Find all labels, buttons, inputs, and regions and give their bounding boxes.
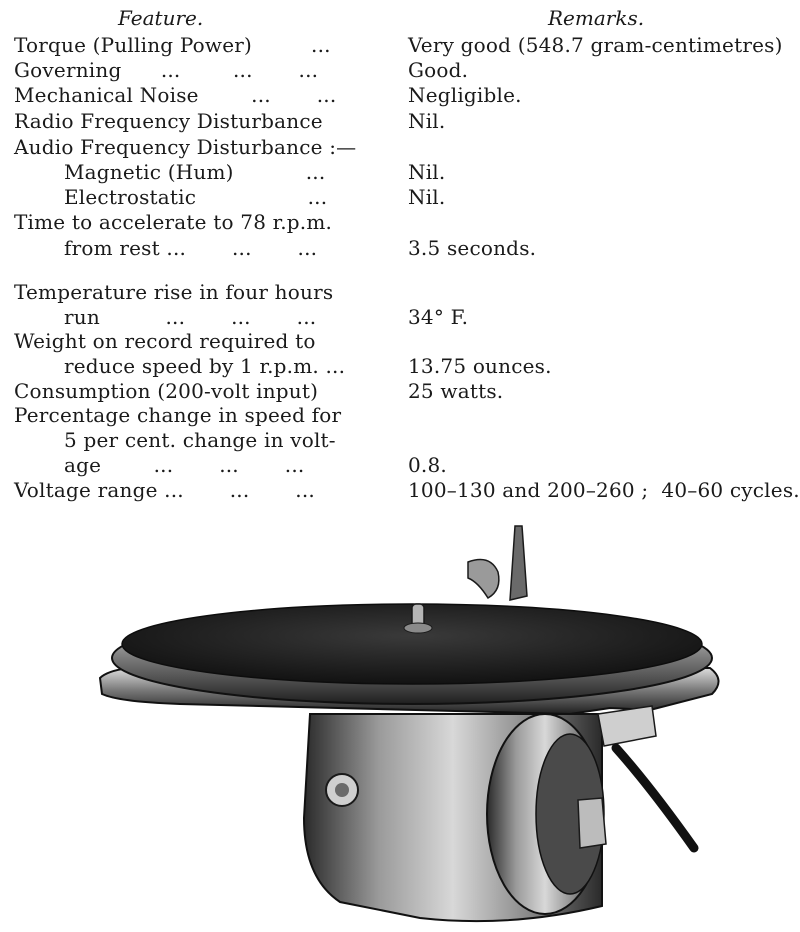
remark-value: 100–130 and 200–260 ; 40–60 cycles. bbox=[408, 478, 800, 502]
feature-label: Magnetic (Hum) ... bbox=[64, 160, 326, 184]
tone-arm-lever bbox=[468, 526, 527, 600]
feature-label: Governing ... ... ... bbox=[14, 58, 319, 82]
remarks-column-header: Remarks. bbox=[548, 6, 645, 30]
feature-label: Electrostatic ... bbox=[64, 185, 328, 209]
feature-label: 5 per cent. change in volt- bbox=[64, 428, 336, 452]
feature-label: Torque (Pulling Power) ... bbox=[14, 33, 331, 57]
remark-value: 34° F. bbox=[408, 305, 469, 329]
power-cable bbox=[616, 748, 694, 848]
feature-label: Temperature rise in four hours bbox=[14, 280, 334, 304]
feature-label: from rest ... ... ... bbox=[64, 236, 318, 260]
adjustment-knob bbox=[326, 774, 358, 806]
remark-value: Nil. bbox=[408, 185, 446, 209]
remark-value: 13.75 ounces. bbox=[408, 354, 552, 378]
feature-column-header: Feature. bbox=[118, 6, 204, 30]
remark-value: 25 watts. bbox=[408, 379, 504, 403]
feature-label: Consumption (200-volt input) bbox=[14, 379, 319, 403]
remark-value: 0.8. bbox=[408, 453, 447, 477]
feature-label: Audio Frequency Disturbance :— bbox=[14, 135, 357, 159]
feature-label: Mechanical Noise ... ... bbox=[14, 83, 337, 107]
motor-housing bbox=[304, 714, 604, 921]
feature-label: reduce speed by 1 r.p.m. ... bbox=[64, 354, 346, 378]
feature-label: Percentage change in speed for bbox=[14, 403, 342, 427]
remark-value: Nil. bbox=[408, 109, 446, 133]
feature-label: age ... ... ... bbox=[64, 453, 305, 477]
feature-label: Radio Frequency Disturbance bbox=[14, 109, 323, 133]
remark-value: 3.5 seconds. bbox=[408, 236, 537, 260]
feature-label: Voltage range ... ... ... bbox=[14, 478, 315, 502]
remark-value: Nil. bbox=[408, 160, 446, 184]
remark-value: Very good (548.7 gram-centimetres) bbox=[408, 33, 783, 57]
feature-label: run ... ... ... bbox=[64, 305, 317, 329]
feature-label: Time to accelerate to 78 r.p.m. bbox=[14, 210, 333, 234]
remark-value: Good. bbox=[408, 58, 469, 82]
remark-value: Negligible. bbox=[408, 83, 522, 107]
turntable-motor-photo bbox=[90, 518, 800, 932]
feature-label: Weight on record required to bbox=[14, 329, 316, 353]
